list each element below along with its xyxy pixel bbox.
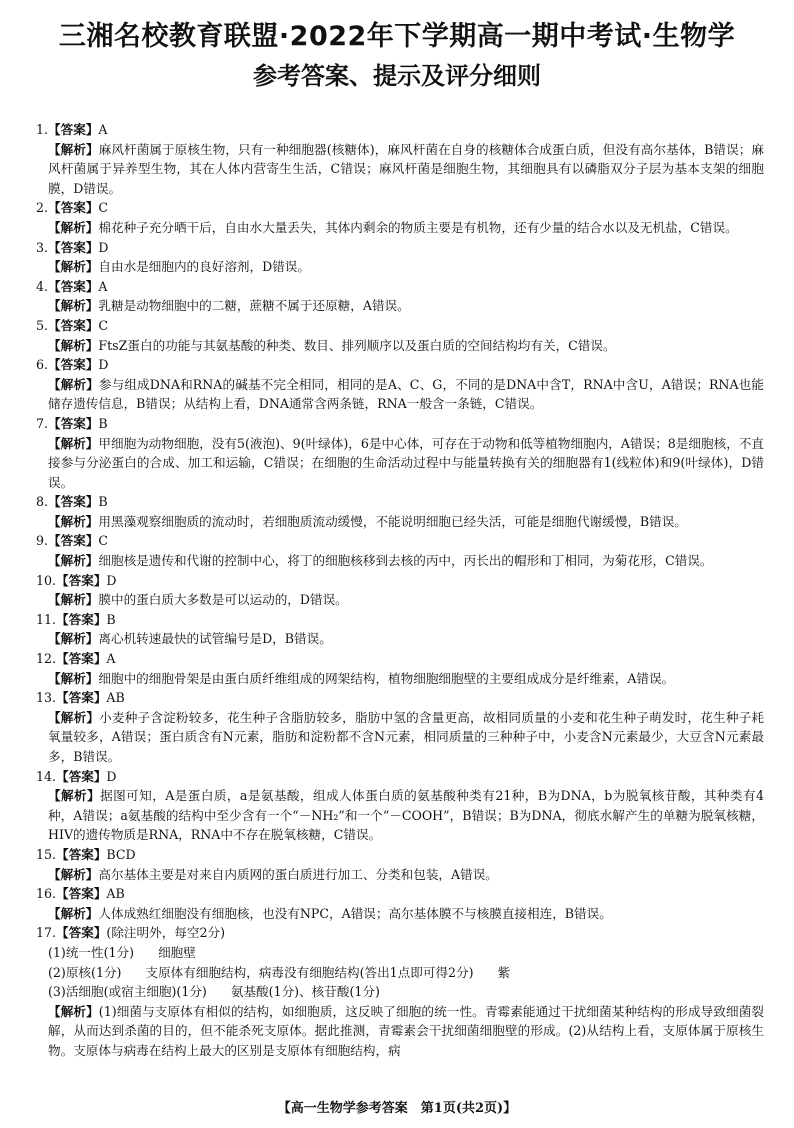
answer-sub-1 [36,943,764,963]
analysis-label: 【解析】 [48,435,99,451]
answer-label: 【答案】 [48,317,99,333]
answer-value: A [98,278,108,294]
answer-block [36,571,764,610]
analysis-text: 乳糖是动物细胞中的二糖，蔗糖不属于还原糖，A错误。 [98,298,410,314]
question-number: 10. [36,572,57,588]
page-subtitle: 参考答案、提示及评分细则 [253,62,541,90]
answer-line [36,238,764,258]
analysis-line [36,296,764,316]
analysis-line [36,590,764,610]
analysis-text: 麻风杆菌属于原核生物，只有一种细胞器(核糖体)，麻风杆菌在自身的核糖体合成蛋白质，但没有高尔基体，B错误；麻风杆菌属于异养型生物，其在人体内营寄生生活，C错误；麻风杆菌是细胞生物，其细胞具有以磷脂双分子层为基本支架的细胞膜，D错误。 [48,141,765,196]
analysis-line [36,865,764,885]
answer-label: 【答案】 [56,768,107,784]
answer-block [36,492,764,531]
analysis-text: 离心机转速最快的试管编号是D，B错误。 [98,631,332,647]
answer-block [36,238,764,277]
analysis-text: 棉花种子充分晒干后，自由水大量丢失，其体内剩余的物质主要是有机物，还有少量的结合水以及无机盐，C错误。 [98,219,738,235]
question-number: 2. [36,200,49,216]
sub-answer: (2)原核(1分) [48,964,122,980]
analysis-line [36,434,764,493]
answer-value: D [106,768,117,784]
analysis-line [36,512,764,532]
answer-line [36,355,764,375]
analysis-text: 膜中的蛋白质大多数是可以运动的，D错误。 [98,592,348,608]
answer-value: A [106,651,116,667]
question-number: 9. [36,533,49,549]
answer-sub-3 [36,982,764,1002]
answer-block [36,767,764,845]
analysis-line [36,669,764,689]
answer-block [36,845,764,884]
answer-label: 【答案】 [48,415,99,431]
answer-line [36,277,764,297]
analysis-line [36,140,764,199]
answer-note: (除注明外，每空2分) [106,925,225,941]
analysis-label: 【解析】 [48,141,99,157]
sub-answer: 紫 [497,964,511,980]
question-number: 8. [36,494,49,510]
analysis-line [36,257,764,277]
analysis-label: 【解析】 [48,709,100,725]
answer-value: B [106,611,116,627]
answer-sub-2 [36,963,764,983]
analysis-line [36,1002,764,1061]
answer-block [36,531,764,570]
analysis-line [36,708,764,767]
analysis-line [36,629,764,649]
answer-label: 【答案】 [56,651,107,667]
question-number: 5. [36,317,49,333]
question-number: 7. [36,415,49,431]
answer-value: D [98,357,109,373]
answer-line [36,688,764,708]
answer-label: 【答案】 [56,886,107,902]
analysis-text: 人体成熟红细胞没有细胞核，也没有NPC，A错误；高尔基体膜不与核膜直接相连，B错误。 [98,905,612,921]
answer-line [36,610,764,630]
analysis-line [36,904,764,924]
analysis-label: 【解析】 [48,905,99,921]
analysis-text: 据图可知，A是蛋白质，a是氨基酸，组成人体蛋白质的氨基酸种类有21种，B为DNA，b为脱氧核苷酸，其种类有4种，A错误；a氨基酸的结构中至少含有一个“－NH₂”和一个“－COOH”，B错误；B为DNA，彻底水解产生的单糖为脱氧核糖，HIV的遗传物质是RNA，RNA中不存在脱氧核糖，C错误。 [48,788,765,843]
analysis-text: FtsZ蛋白的功能与其氨基酸的种类、数目、排列顺序以及蛋白质的空间结构均有关，C错误。 [98,337,616,353]
answer-block [36,688,764,766]
answer-block [36,277,764,316]
answer-block-17 [36,923,764,1060]
question-number: 16. [36,886,57,902]
answer-value: D [98,239,109,255]
question-number: 1. [36,122,49,137]
answer-label: 【答案】 [48,200,99,216]
answer-line [36,531,764,551]
answer-line [36,845,764,865]
analysis-label: 【解析】 [48,553,99,569]
analysis-label: 【解析】 [48,513,99,529]
answer-line [36,767,764,787]
answer-label: 【答案】 [56,846,107,862]
question-number: 11. [36,611,57,627]
answer-line [36,316,764,336]
answer-value: AB [106,886,125,902]
answer-items [36,120,764,923]
answer-line [36,198,764,218]
answer-block [36,649,764,688]
analysis-line [36,336,764,356]
answer-value: C [98,533,109,549]
analysis-label: 【解析】 [48,788,101,804]
answer-line [36,884,764,904]
question-number: 4. [36,278,49,294]
page-title: 三湘名校教育联盟·2022年下学期高一期中考试·生物学 [58,21,736,52]
answer-block [36,884,764,923]
answer-block [36,610,764,649]
answer-line [36,571,764,591]
answer-block [36,414,764,492]
answer-label: 【答案】 [48,122,99,137]
answer-label: 【答案】 [48,533,99,549]
answer-label: 【答案】 [56,925,107,941]
answer-list [36,120,764,1061]
answer-label: 【答案】 [56,572,107,588]
sub-answer: 支原体有细胞结构，病毒没有细胞结构(答出1点即可得2分) [145,964,474,980]
analysis-line [36,218,764,238]
answer-label: 【答案】 [56,611,107,627]
answer-value: BCD [106,846,136,862]
answer-value: B [98,415,108,431]
analysis-text: 用黑藻观察细胞质的流动时，若细胞质流动缓慢，不能说明细胞已经失活，可能是细胞代谢缓慢，B错误。 [98,513,687,529]
answer-value: C [98,200,109,216]
analysis-line [36,786,764,845]
answer-value: A [98,122,108,137]
answer-label: 【答案】 [48,357,99,373]
answer-value: AB [106,690,125,706]
sub-answer: (1)统一性(1分) [48,944,135,960]
analysis-label: 【解析】 [48,337,99,353]
analysis-text: 自由水是细胞内的良好溶剂，D错误。 [98,259,310,275]
analysis-text: 参与组成DNA和RNA的碱基不完全相同，相同的是A、C、G，不同的是DNA中含T，RNA中含U，A错误；RNA也能储存遗传信息，B错误；从结构上看，DNA通常含两条链，RNA一般含一条链，C错误。 [48,376,764,412]
analysis-label: 【解析】 [48,376,99,392]
question-number: 14. [36,768,57,784]
sub-answer: (3)活细胞(或宿主细胞)(1分) [48,984,207,1000]
analysis-label: 【解析】 [48,1003,99,1019]
answer-block [36,198,764,237]
question-number: 12. [36,651,57,667]
answer-label: 【答案】 [48,494,99,510]
analysis-text: 细胞核是遗传和代谢的控制中心，将丁的细胞核移到去核的丙中，丙长出的帽形和丁相同，为菊花形，C错误。 [98,553,713,569]
answer-line [36,923,764,943]
analysis-label: 【解析】 [48,259,99,275]
analysis-label: 【解析】 [48,631,99,647]
question-number: 13. [36,690,57,706]
analysis-line [36,375,764,414]
analysis-text: 小麦种子含淀粉较多，花生种子含脂肪较多，脂肪中氢的含量更高，故相同质量的小麦和花生种子萌发时，花生种子耗氧量较多，A错误；蛋白质含有N元素，脂肪和淀粉都不含N元素，相同质量的三种种子中，小麦含N元素最少，大豆含N元素最多，B错误。 [48,709,765,764]
analysis-text: 高尔基体主要是对来自内质网的蛋白质进行加工、分类和包装，A错误。 [98,866,498,882]
answer-value: C [98,317,109,333]
answer-label: 【答案】 [48,239,99,255]
sub-answer: 细胞壁 [158,944,196,960]
question-number: 3. [36,239,49,255]
analysis-text: (1)细菌与支原体有相似的结构，如细胞质，这反映了细胞的统一性。青霉素能通过干扰细菌某种结构的形成导致细菌裂解，从而达到杀菌的目的，但不能杀死支原体。据此推测，青霉素会干扰细菌细胞壁的形成。(2)从结构上看，支原体属于原核生物。支原体与病毒在结构上最大的区别是支原体有细胞结构，病 [48,1003,765,1058]
answer-label: 【答案】 [48,278,99,294]
answer-label: 【答案】 [56,690,107,706]
answer-block [36,316,764,355]
answer-value: B [98,494,108,510]
analysis-label: 【解析】 [48,670,99,686]
answer-line [36,492,764,512]
page-footer: 【高一生物学参考答案 第1页(共2页)】 [277,1101,517,1116]
answer-line [36,649,764,669]
question-number: 15. [36,846,57,862]
analysis-text: 甲细胞为动物细胞，没有5(液泡)、9(叶绿体)，6是中心体，可存在于动物和低等植物细胞内，A错误；8是细胞核，不直接参与分泌蛋白的合成、加工和运输，C错误；在细胞的生命活动过程中与能量转换有关的细胞器有1(线粒体)和9(叶绿体)，D错误。 [48,435,764,490]
sub-answer: 氨基酸(1分)、核苷酸(1分) [230,984,380,1000]
answer-line [36,414,764,434]
analysis-text: 细胞中的细胞骨架是由蛋白质纤维组成的网架结构，植物细胞细胞壁的主要组成成分是纤维素，A错误。 [98,670,675,686]
question-number: 6. [36,357,49,373]
analysis-label: 【解析】 [48,298,99,314]
analysis-label: 【解析】 [48,219,99,235]
answer-value: D [106,572,117,588]
answer-block [36,120,764,198]
answer-block [36,355,764,414]
question-number: 17. [36,925,57,941]
analysis-label: 【解析】 [48,866,99,882]
analysis-label: 【解析】 [48,592,99,608]
analysis-line [36,551,764,571]
answer-line [36,120,764,140]
